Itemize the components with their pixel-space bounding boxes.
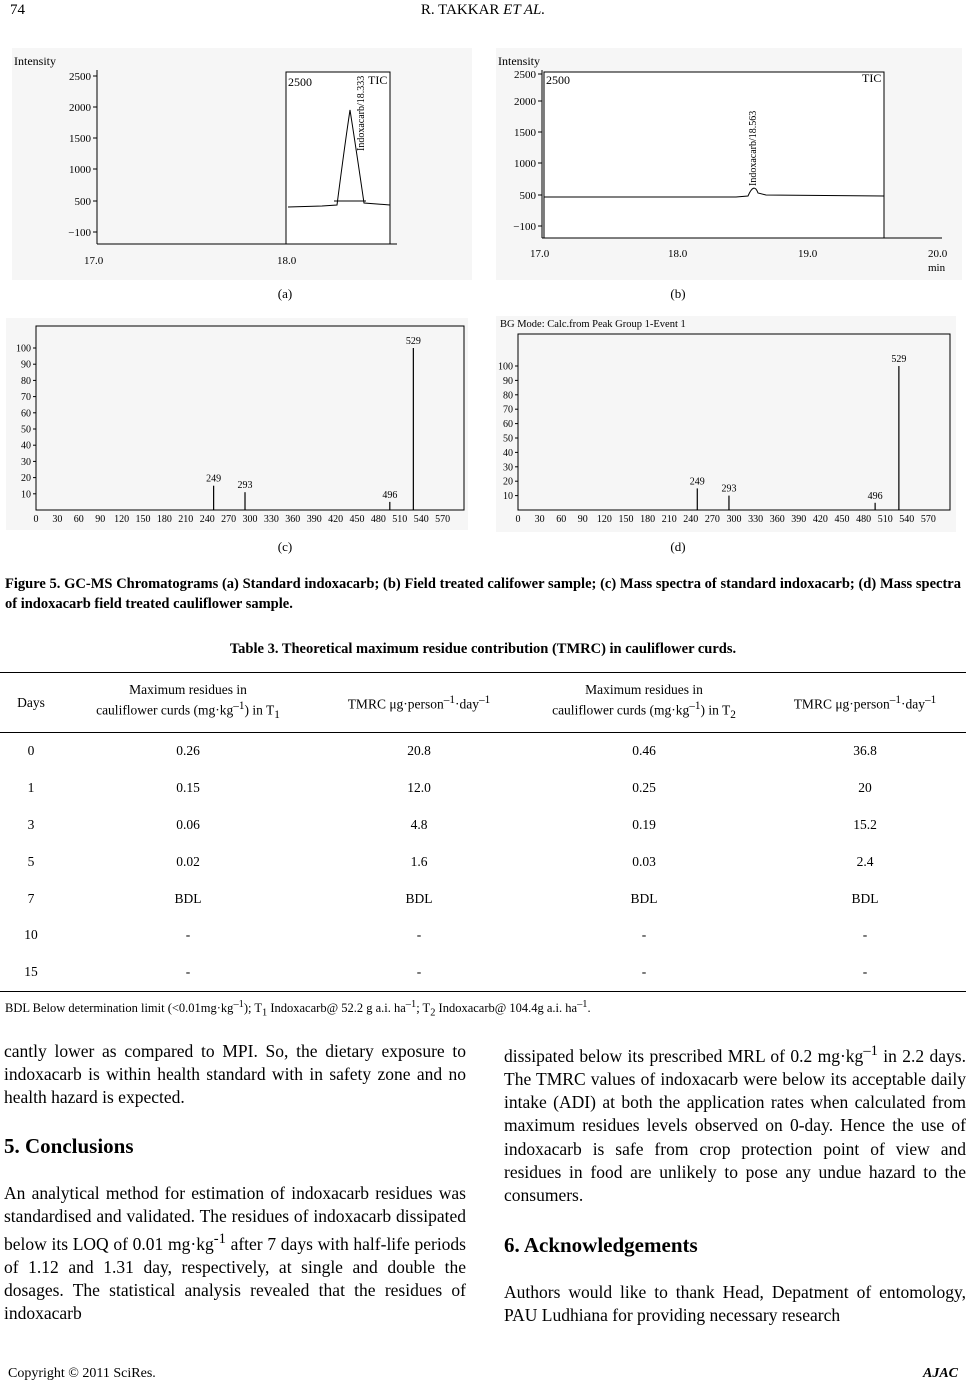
x-tick-label: 480 <box>856 514 872 525</box>
x-tick: 18.0 <box>277 255 297 267</box>
header-tmrc-2: TMRC μg·person$^{-1}$·day$^{-1}$ <box>793 694 937 712</box>
x-tick-label: 390 <box>306 514 322 525</box>
mass-spectrum-d <box>496 316 956 532</box>
x-tick-label: 570 <box>435 514 451 525</box>
inset-value: 2500 <box>288 75 312 89</box>
x-tick-label: 210 <box>178 514 194 525</box>
conclusions-paragraph: An analytical method for estimation of indoxacarb residues was standardised and validated. The residues of indoxacarb dissipated below its LOQ of 0.01 $mg\cdot kg^{-1}$ after 7 days with half-life periods of 1.12 and 1.31 day, respectively, at single and double the dosages. The statistical analysis revealed that the residues of indoxacarb <box>4 1182 466 1324</box>
mode-label: BG Mode: Calc.from Peak Group 1-Event 1 <box>500 319 686 330</box>
x-tick-label: 150 <box>135 514 151 525</box>
y-tick-label: 30 <box>503 462 513 474</box>
y-tick-label: 20 <box>503 476 513 488</box>
table-footnote: BDL Below determination limit $(<0.01mg\cdot kg^{-1})$; $T_1$ Indoxacarb@ 52.2 g a.i. $ha^{-1}$; $T_2$ Indoxacarb@ 104.4g a.i. $ha^{-1}$. <box>5 999 591 1019</box>
x-tick: 17.0 <box>84 255 104 267</box>
x-tick-label: 480 <box>370 514 386 525</box>
chromatogram-a <box>12 48 472 280</box>
peak-label: 249 <box>689 476 705 488</box>
tic-label: TIC <box>862 71 882 85</box>
y-tick-label: 500 <box>74 196 91 208</box>
x-tick-label: 510 <box>877 514 893 525</box>
table-row: 3 0.06 4.8 0.19 15.2 <box>27 816 877 832</box>
y-tick-label: 40 <box>21 440 31 452</box>
y-tick-label: 500 <box>519 190 536 202</box>
x-tick-label: 450 <box>349 514 365 525</box>
intensity-label: Intensity <box>14 54 56 68</box>
tic-label: TIC <box>368 73 388 87</box>
panel-a-letter: (a) <box>277 286 293 301</box>
x-tick-label: 0 <box>33 514 39 525</box>
x-tick: 20.0 <box>928 248 948 260</box>
x-tick-label: 420 <box>328 514 344 525</box>
y-tick-label: 20 <box>21 473 31 485</box>
page-number: 74 <box>10 2 25 18</box>
x-tick-label: 270 <box>704 514 720 525</box>
x-tick-label: 360 <box>769 514 785 525</box>
peak-label: Indoxacarb/18.333 <box>356 75 367 151</box>
table-header-row <box>0 673 966 733</box>
body-paragraph: dissipated below its prescribed MRL of 0.2 $mg\cdot kg^{-1}$ in 2.2 days. The TMRC values of indoxacarb were below its acceptable daily intake (ADI) at both the application rates when calculated from maximum residues levels observed on 0-day. Hence the use of indoxacarb is safe from crop protection point of view and residues in food are unlikely to pose any undue hazard to the consumers. <box>504 1043 966 1206</box>
table-row: 1 0.15 12.0 0.25 20 <box>27 780 872 796</box>
y-tick-label: 40 <box>503 447 513 459</box>
header-t1-residues: Maximum residues in cauliflower curds $(mg\cdot kg^{-1})$ in $T_1$ <box>96 681 280 722</box>
y-tick-label: 10 <box>503 491 513 503</box>
x-tick-label: 60 <box>556 514 567 525</box>
x-tick: 18.0 <box>668 248 688 260</box>
x-tick-label: 360 <box>285 514 301 525</box>
left-column <box>4 1040 466 1326</box>
x-tick-label: 390 <box>791 514 807 525</box>
table-row: 5 0.02 1.6 0.03 2.4 <box>27 853 874 869</box>
x-tick-label: 540 <box>899 514 915 525</box>
x-tick-label: 570 <box>920 514 936 525</box>
y-tick-label: 50 <box>21 424 31 436</box>
x-tick: 19.0 <box>798 248 818 260</box>
inset-value: 2500 <box>546 73 570 87</box>
y-tick-label: 1000 <box>69 164 91 176</box>
y-tick-label: 50 <box>503 433 513 445</box>
table-row: 10 - - - - <box>24 927 868 943</box>
running-head: R. TAKKAR ET AL. <box>420 2 546 18</box>
panel-d-letter: (d) <box>670 539 686 554</box>
mass-spectrum-c <box>6 318 468 530</box>
x-tick-label: 240 <box>683 514 699 525</box>
y-tick-label: 1000 <box>514 158 536 170</box>
x-tick-label: 120 <box>596 514 612 525</box>
y-tick-label: 2500 <box>514 69 536 81</box>
chromatogram-b <box>496 48 962 280</box>
peak-label: 529 <box>405 336 421 347</box>
y-tick-label: 30 <box>21 456 31 468</box>
y-tick-label: 70 <box>21 392 31 404</box>
peak-label: 496 <box>867 490 883 502</box>
x-tick-label: 240 <box>199 514 215 525</box>
x-tick-label: 30 <box>534 514 545 525</box>
table-row: 7 BDL BDL BDL BDL <box>27 890 879 906</box>
x-tick-label: 300 <box>726 514 742 525</box>
y-tick-label: 2000 <box>514 96 536 108</box>
peak-label: 293 <box>237 480 253 492</box>
peak-label: 496 <box>382 489 398 501</box>
y-tick-label: 100 <box>16 343 31 355</box>
y-tick-label: 70 <box>503 404 513 416</box>
conclusions-heading: 5. Conclusions <box>4 1133 134 1158</box>
copyright: Copyright © 2011 SciRes. <box>8 1366 156 1381</box>
y-tick-label: 60 <box>21 408 31 420</box>
peak-label: 293 <box>721 483 737 495</box>
x-unit: min <box>928 262 946 274</box>
x-tick-label: 150 <box>618 514 634 525</box>
x-tick-label: 510 <box>392 514 408 525</box>
table-title: Table 3. Theoretical maximum residue contribution (TMRC) in cauliflower curds. <box>229 641 737 657</box>
x-tick-label: 30 <box>52 514 63 525</box>
y-tick-label: −100 <box>513 221 536 233</box>
y-tick-label: 100 <box>498 361 513 373</box>
x-tick-label: 420 <box>812 514 828 525</box>
x-tick: 17.0 <box>530 248 550 260</box>
x-tick-label: 210 <box>661 514 677 525</box>
y-tick-label: 90 <box>21 359 31 371</box>
x-tick-label: 60 <box>73 514 84 525</box>
x-tick-label: 450 <box>834 514 850 525</box>
x-tick-label: 300 <box>242 514 258 525</box>
tmrc-table <box>0 672 966 992</box>
x-tick-label: 270 <box>221 514 237 525</box>
x-tick-label: 330 <box>748 514 764 525</box>
table-row: 15 - - - - <box>0 954 966 991</box>
x-tick-label: 330 <box>263 514 279 525</box>
y-tick-label: 80 <box>503 390 513 402</box>
body-paragraph: cantly lower as compared to MPI. So, the dietary exposure to indoxacarb is within health standard with in safety zone and no health hazard is expected. <box>4 1041 466 1108</box>
x-tick-label: 90 <box>95 514 106 525</box>
y-tick-label: 2500 <box>69 71 91 83</box>
right-column <box>504 1040 966 1328</box>
panel-c-letter: (c) <box>277 539 293 554</box>
y-tick-label: 10 <box>21 489 31 501</box>
panel-b-letter: (b) <box>670 286 686 301</box>
y-tick-label: 90 <box>503 375 513 387</box>
y-tick-label: 1500 <box>69 133 91 145</box>
y-tick-label: 60 <box>503 419 513 431</box>
acknowledgements-paragraph: Authors would like to thank Head, Depatment of entomology, PAU Ludhiana for providing necessary research <box>504 1282 966 1326</box>
table-row: 0 0.26 20.8 0.46 36.8 <box>27 743 877 759</box>
y-tick-label: 1500 <box>514 127 536 139</box>
header-days: Days <box>17 695 45 710</box>
y-tick-label: −100 <box>68 227 91 239</box>
intensity-label: Intensity <box>498 54 540 68</box>
x-tick-label: 180 <box>640 514 656 525</box>
peak-label: 249 <box>206 473 222 485</box>
y-tick-label: 80 <box>21 375 31 387</box>
x-tick-label: 90 <box>577 514 588 525</box>
acknowledgements-heading: 6. Acknowledgements <box>504 1233 698 1258</box>
y-tick-label: 2000 <box>69 102 91 114</box>
peak-label: Indoxacarb/18.563 <box>748 110 759 186</box>
figure-caption: Figure 5. GC-MS Chromatograms (a) Standard indoxacarb; (b) Field treated califower sample; (c) Mass spectra of standard indoxacarb; (d) Mass spectra of indoxacarb field treated cauliflower sample. <box>5 576 961 612</box>
x-tick-label: 540 <box>413 514 429 525</box>
x-tick-label: 180 <box>156 514 172 525</box>
journal-abbrev: AJAC <box>922 1366 958 1381</box>
x-tick-label: 0 <box>515 514 521 525</box>
header-tmrc-1: TMRC μg·person$^{-1}$·day$^{-1}$ <box>347 694 491 712</box>
peak-label: 529 <box>891 354 907 365</box>
x-tick-label: 120 <box>114 514 130 525</box>
header-t2-residues: Maximum residues in cauliflower curds $(mg\cdot kg^{-1})$ in $T_2$ <box>552 681 736 722</box>
